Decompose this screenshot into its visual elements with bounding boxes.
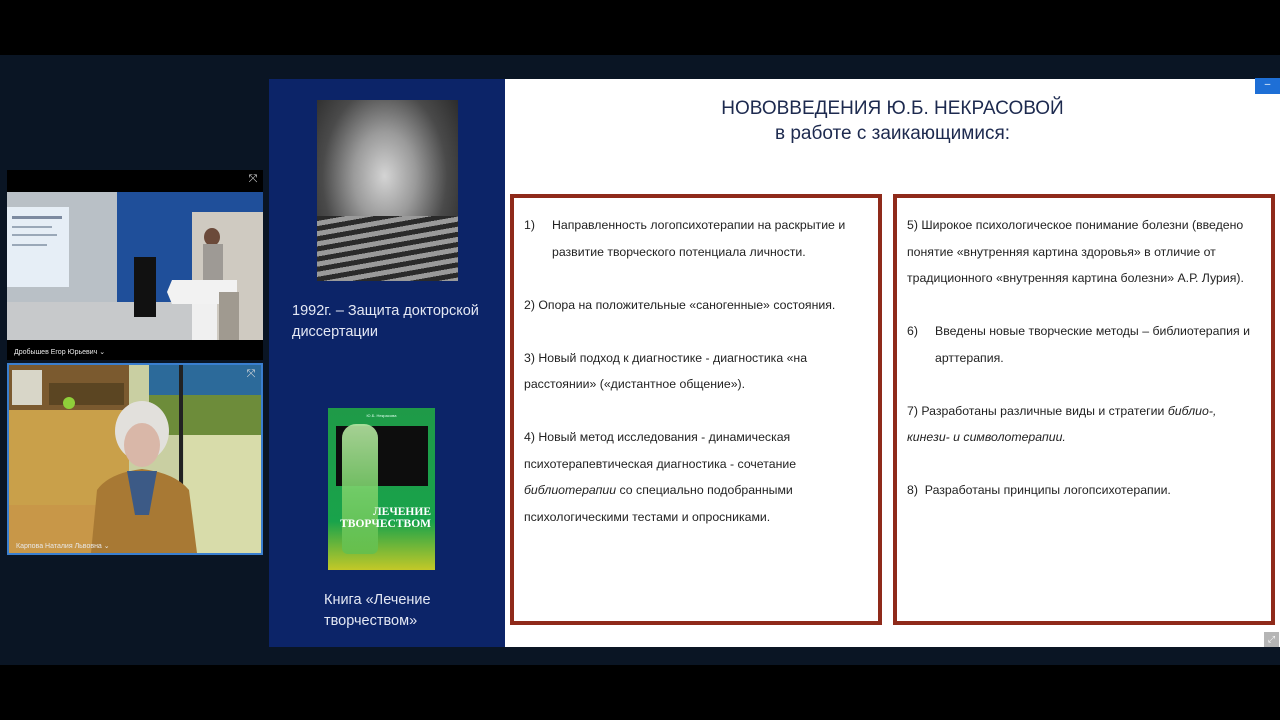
- minimize-button[interactable]: –: [1255, 78, 1280, 94]
- portrait-caption: 1992г. – Защита докторской диссертации: [292, 303, 479, 340]
- portrait-photo: [317, 100, 458, 281]
- slide-title: НОВОВВЕДЕНИЯ Ю.Б. НЕКРАСОВОЙ в работе с заикающимися:: [721, 98, 1064, 144]
- list-item: 2) Опора на положительные «саногенные» состояния.: [524, 297, 836, 312]
- book-caption: Книга «Лечение творчеством»: [324, 592, 431, 629]
- participant-tile[interactable]: [7, 170, 263, 360]
- innovations-box-right: [893, 194, 1275, 625]
- list-item: 6) Введены новые творческие методы – библиотерапия и арттерапия.: [907, 324, 1250, 365]
- list-item: 5) Широкое психологическое понимание болезни (введено понятие «внутренняя картина здоровья» в отличие от традиционного «внутренняя картина болезни» А.Р. Лурия).: [907, 218, 1244, 285]
- participant-name: Карпова Наталия Львовна ⌄: [16, 543, 110, 550]
- innovations-box-left: [510, 194, 882, 625]
- participant-tile-active[interactable]: [7, 363, 263, 555]
- book-cover-image: Ю.Б. Некрасова ЛЕЧЕНИЕ ТВОРЧЕСТВОМ: [328, 408, 435, 570]
- shared-screen-slide: [269, 79, 1280, 647]
- expand-arrows-icon[interactable]: ⤧: [246, 368, 256, 380]
- participant-video: [9, 365, 261, 553]
- list-item: 8) Разработаны принципы логопсихотерапии.: [907, 483, 1171, 497]
- letterbox-bottom: [0, 665, 1280, 720]
- letterbox-top: [0, 0, 1280, 55]
- slide-left-panel: [269, 79, 505, 647]
- expand-arrows-icon[interactable]: ⤧: [248, 173, 258, 185]
- list-item: 7) Разработаны различные виды и стратегии библио-, кинези- и символотерапии.: [907, 403, 1217, 444]
- participant-name: Дробышев Егор Юрьевич ⌄: [14, 349, 106, 356]
- list-item: 3) Новый подход к диагностике - диагностика «на расстоянии» («дистантное общение»).: [524, 350, 808, 391]
- participant-video: [7, 192, 263, 340]
- list-item: 4) Новый метод исследования - динамическая психотерапевтическая диагностика - сочетание библиотерапии со специально подобранными психологическими тестами и опросниками.: [524, 430, 797, 524]
- list-item: 1) Направленность логопсихотерапии на раскрытие и развитие творческого потенциала личности.: [524, 218, 846, 259]
- fullscreen-icon[interactable]: ⤢: [1264, 632, 1279, 647]
